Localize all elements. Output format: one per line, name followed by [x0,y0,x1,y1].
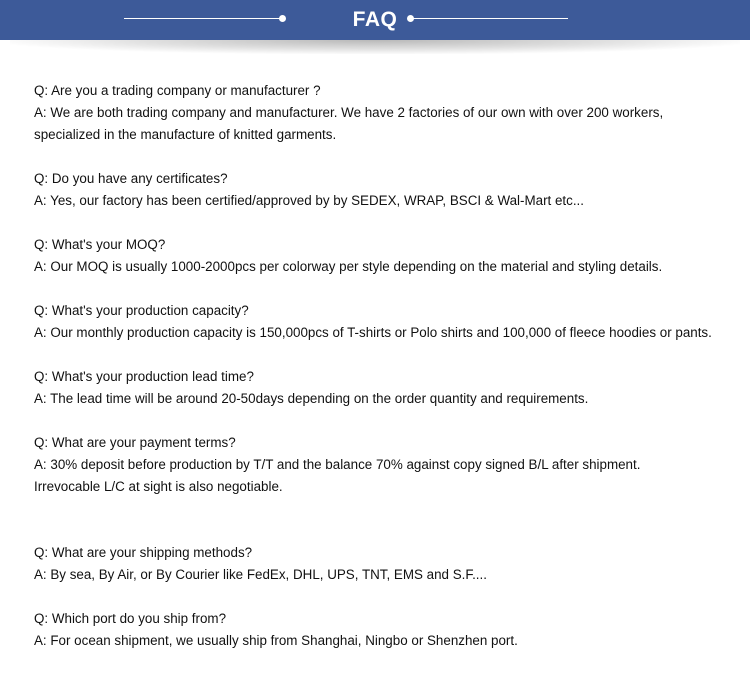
faq-answer-line: A: 30% deposit before production by T/T and the balance 70% against copy signed B/L after shipment. [34,457,641,472]
faq-question: Q: What's your production capacity? [34,303,249,318]
faq-answer-line: A: The lead time will be around 20-50days depending on the order quantity and requirements. [34,391,589,406]
faq-answer-line: specialized in the manufacture of knitted garments. [34,127,337,142]
faq-item-moq [34,234,746,278]
faq-question: Q: What are your payment terms? [34,435,236,450]
faq-question: Q: What's your MOQ? [34,237,166,252]
faq-item-shipping-methods [34,542,746,586]
faq-question: Q: Do you have any certificates? [34,171,228,186]
faq-item-production-capacity [34,300,746,344]
faq-question: Q: What are your shipping methods? [34,545,253,560]
faq-answer-line: A: Our monthly production capacity is 150,000pcs of T-shirts or Polo shirts and 100,000 of fleece hoodies or pants. [34,325,712,340]
faq-answer-line: A: By sea, By Air, or By Courier like FedEx, DHL, UPS, TNT, EMS and S.F.... [34,567,487,582]
faq-item-lead-time [34,366,746,410]
faq-answer-line: Irrevocable L/C at sight is also negotiable. [34,479,283,494]
faq-item-payment-terms [34,432,746,498]
header-decorative-line-right [411,18,568,19]
faq-answer-line: A: We are both trading company and manufacturer. We have 2 factories of our own with over 200 workers, [34,105,664,120]
faq-answer-line: A: Our MOQ is usually 1000-2000pcs per colorway per style depending on the material and styling details. [34,259,663,274]
faq-question: Q: Are you a trading company or manufacturer ? [34,83,321,98]
faq-item-trading-company [34,80,746,146]
faq-answer-line: A: For ocean shipment, we usually ship from Shanghai, Ningbo or Shenzhen port. [34,633,518,648]
faq-item-certificates [34,168,746,212]
faq-question: Q: What's your production lead time? [34,369,254,384]
faq-item-shipping-port [34,608,746,652]
faq-question: Q: Which port do you ship from? [34,611,227,626]
page-title: FAQ [352,8,398,31]
header-shadow [10,40,740,54]
faq-answer-line: A: Yes, our factory has been certified/approved by by SEDEX, WRAP, BSCI & Wal-Mart etc... [34,193,585,208]
